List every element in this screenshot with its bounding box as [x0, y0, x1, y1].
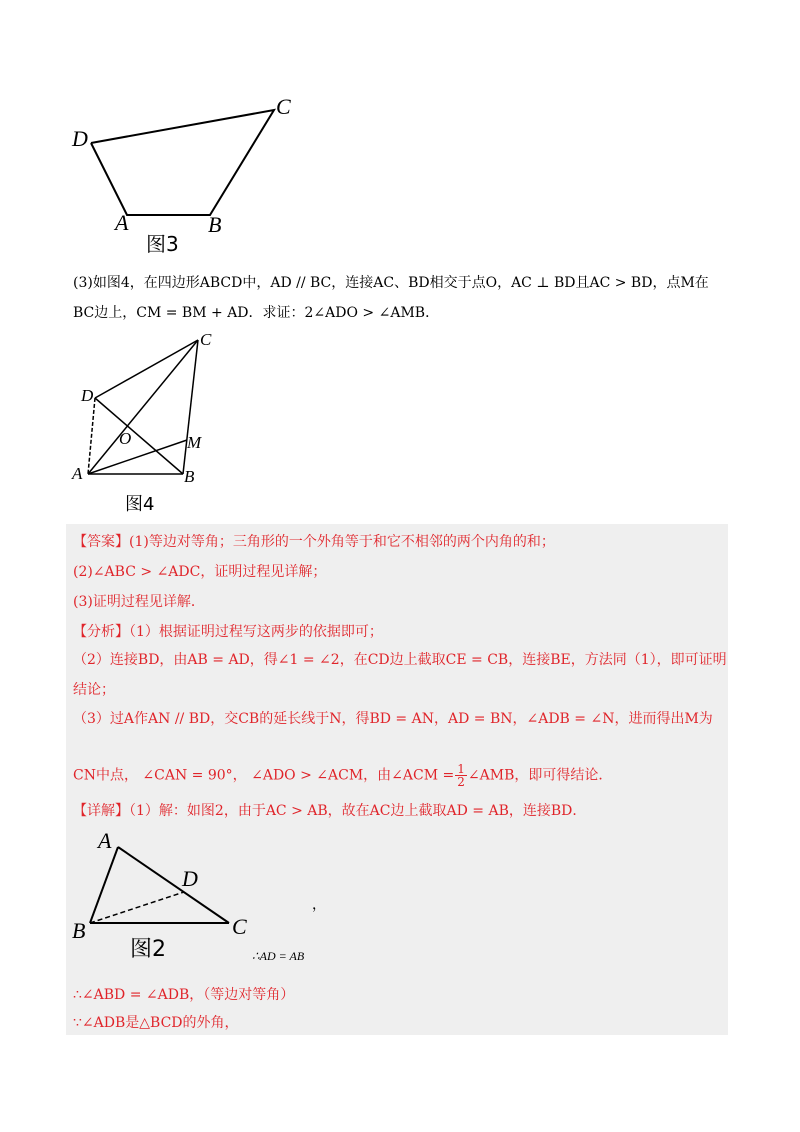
- problem-3-line-1: (3)如图4，在四边形ABCD中，AD // BC，连接AC、BD相交于点O，AC ⊥ BD且AC > BD，点M在: [73, 275, 709, 291]
- analysis-line-5-a: CN中点， ∠CAN = 90°， ∠ADO > ∠ACM，由∠ACM =: [73, 767, 455, 784]
- label-d: D: [72, 126, 88, 151]
- therefore-ad-eq-ab: ∴AD = AB: [252, 949, 305, 963]
- figure-2-diagram: [66, 828, 266, 963]
- label-a: A: [72, 464, 83, 483]
- label-b: B: [208, 212, 222, 237]
- figure-4-diagram: [66, 330, 236, 515]
- analysis-line-5-b: ∠AMB，即可得结论．: [467, 767, 613, 784]
- label-b: B: [184, 467, 195, 486]
- analysis-line-1: 【分析】（1）根据证明过程写这两步的依据即可；: [73, 624, 383, 640]
- analysis-line-3: 结论；: [73, 682, 115, 698]
- fraction-denominator: 2: [457, 775, 465, 789]
- figure-4-caption: 图4: [125, 494, 155, 515]
- detail-line-eq: ∴∠ABD = ∠ADB，（等边对等角）: [73, 987, 295, 1003]
- problem-3-line-2: BC边上，CM = BM + AD．求证：2∠ADO > ∠AMB．: [73, 305, 440, 321]
- label-a: A: [98, 828, 112, 853]
- label-d: D: [81, 386, 94, 405]
- figure-4: [66, 330, 236, 515]
- answer-line-3: (3)证明过程见详解．: [73, 594, 205, 610]
- label-c: C: [276, 94, 291, 119]
- quadrilateral-abcd: [91, 110, 274, 215]
- fraction-one-half: [455, 763, 467, 788]
- analysis-line-2: （2）连接BD，由AB = AD，得∠1 = ∠2，在CD边上截取CE = CB，连接BE，方法同（1），即可证明: [73, 652, 727, 668]
- analysis-line-5: [73, 763, 612, 788]
- label-a: A: [115, 210, 129, 235]
- label-b: B: [72, 918, 86, 943]
- label-d: D: [182, 866, 198, 891]
- answer-line-1: 【答案】(1)等边对等角；三角形的一个外角等于和它不相邻的两个内角的和；: [73, 534, 555, 550]
- figure-3-caption: 图3: [146, 232, 179, 256]
- label-c: C: [232, 914, 247, 939]
- answer-line-2: (2)∠ABC > ∠ADC，证明过程见详解；: [73, 564, 327, 580]
- detail-line-ext: ∵∠ADB是△BCD的外角，: [73, 1015, 239, 1031]
- label-m: M: [187, 433, 202, 452]
- label-c: C: [200, 330, 212, 349]
- figure-2: [66, 828, 266, 963]
- analysis-line-4: （3）过A作AN // BD，交CB的延长线于N，得BD = AN，AD = BN，∠ADB = ∠N，进而得出M为: [73, 711, 713, 727]
- figure-2-caption: 图2: [130, 937, 166, 962]
- trailing-comma: ，: [312, 897, 326, 913]
- figure-3: [60, 90, 320, 256]
- fraction-numerator: 1: [457, 762, 465, 776]
- label-o: O: [119, 429, 132, 448]
- detail-line-1: 【详解】（1）解：如图2，由于AC > AB，故在AC边上截取AD = AB，连接BD．: [73, 803, 587, 819]
